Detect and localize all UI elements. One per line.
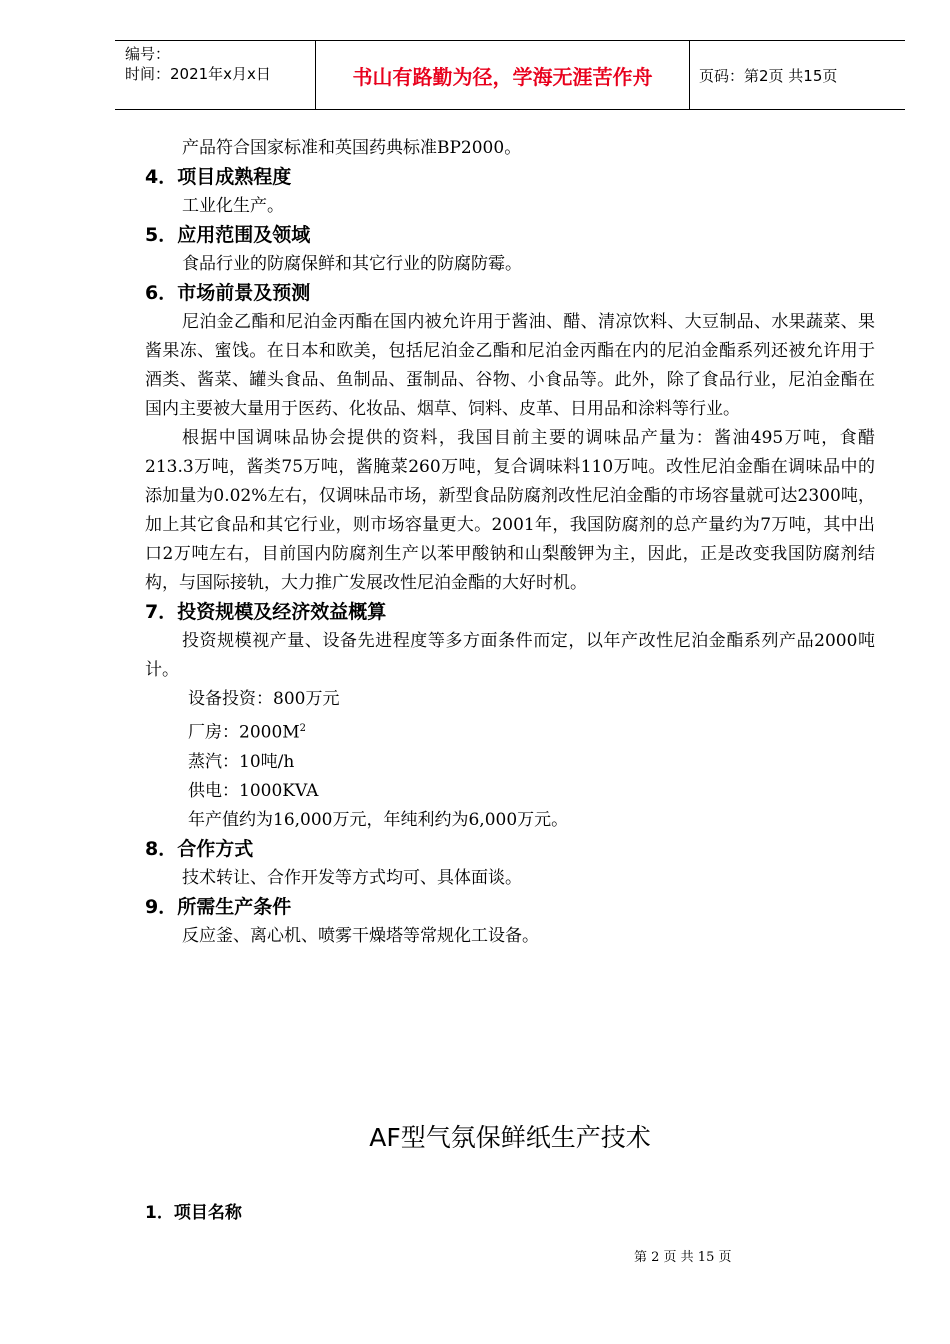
steam-requirement: 蒸汽：10吨/h — [188, 751, 295, 772]
header-motto-cell — [315, 41, 690, 109]
next-section-title: AF型气氛保鲜纸生产技术 — [369, 1123, 651, 1152]
section-text-8: 技术转让、合作开发等方式均可、具体面谈。 — [182, 867, 522, 888]
document-number-label: 编号： — [125, 45, 171, 63]
equipment-investment: 设备投资：800万元 — [188, 689, 340, 709]
annual-output: 年产值约为16,000万元，年纯利约为6,000万元。 — [188, 809, 569, 830]
header-motto: 书山有路勤为径，学海无涯苦作舟 — [352, 64, 653, 89]
section-heading-5: 5．应用范围及领域 — [145, 224, 311, 246]
section-7-paragraph-1: 投资规模视产量、设备先进程度等多方面条件而定，以年产改性尼泊金酯系列产品2000吨计。 — [145, 631, 875, 680]
section-heading-6: 6．市场前景及预测 — [145, 282, 311, 304]
section-heading-9: 9．所需生产条件 — [145, 895, 292, 918]
intro-paragraph: 产品符合国家标准和英国药典标准BP2000。 — [182, 138, 522, 158]
next-section-item-1: 1．项目名称 — [145, 1203, 242, 1223]
header-meta-cell — [115, 41, 315, 109]
header-page-cell — [689, 41, 905, 109]
section-heading-8: 8．合作方式 — [145, 837, 254, 860]
document-body — [145, 134, 875, 951]
plant-area-superscript: 2 — [299, 723, 307, 734]
header-page-number: 页码：第2页 共15页 — [699, 66, 838, 85]
section-6-paragraph-1: 尼泊金乙酯和尼泊金丙酯在国内被允许用于酱油、醋、清凉饮料、大豆制品、水果蔬菜、果酱果冻、蜜饯。在日本和欧美，包括尼泊金乙酯和尼泊金丙酯在内的尼泊金酯系列还被允许用于酒类、酱菜、罐头食品、鱼制品、蛋制品、谷物、小食品等。此外，除了食品行业，尼泊金酯在国内主要被大量用于医药、化妆品、烟草、饲料、皮革、日用品和涂料等行业。 — [145, 312, 875, 419]
document-header — [115, 40, 905, 110]
section-text-9: 反应釜、离心机、喷雾干燥塔等常规化工设备。 — [182, 925, 539, 946]
section-heading-7: 7．投资规模及经济效益概算 — [145, 601, 387, 623]
page-footer: 第 2 页 共 15 页 — [634, 1250, 732, 1265]
section-6-paragraph-2: 根据中国调味品协会提供的资料，我国目前主要的调味品产量为：酱油495万吨，食醋213.3万吨，酱类75万吨，酱腌菜260万吨，复合调味料110万吨。改性尼泊金酯在调味品中的添加量为0.02%左右，仅调味品市场，新型食品防腐剂改性尼泊金酯的市场容量就可达2300吨，加上其它食品和其它行业，则市场容量更大。2001年，我国防腐剂的总产量约为7万吨，其中出口2万吨左右，目前国内防腐剂生产以苯甲酸钠和山梨酸钾为主，因此，正是改变我国防腐剂结构，与国际接轨，大力推广发展改性尼泊金酯的大好时机。 — [145, 428, 875, 593]
plant-area — [145, 714, 875, 748]
document-time-label: 时间：2021年x月x日 — [125, 65, 271, 83]
power-supply: 供电：1000KVA — [188, 780, 319, 801]
section-heading-4: 4．项目成熟程度 — [145, 166, 292, 188]
plant-area-text: 厂房：2000M — [188, 722, 300, 743]
section-text-4: 工业化生产。 — [182, 196, 284, 216]
section-text-5: 食品行业的防腐保鲜和其它行业的防腐防霉。 — [182, 254, 522, 274]
